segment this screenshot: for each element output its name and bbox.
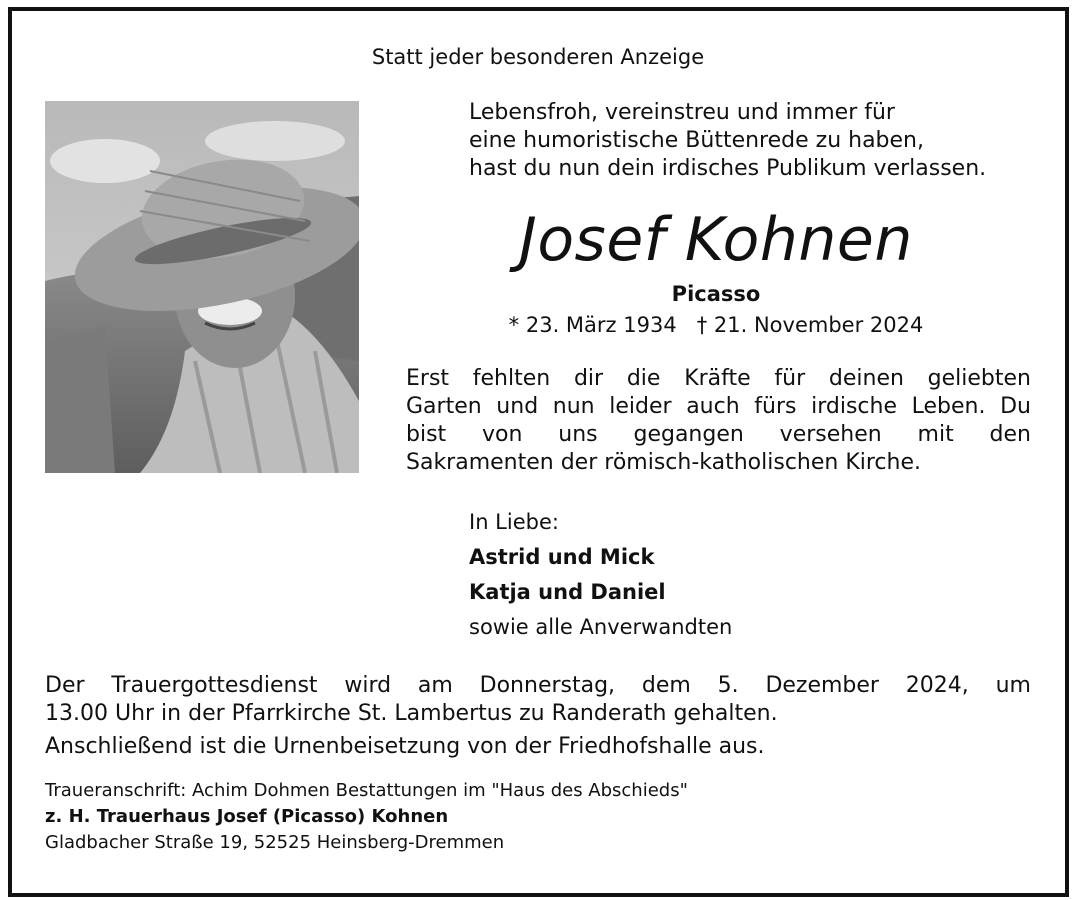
- text-line: bist von uns gegangen versehen mit den: [406, 422, 1031, 447]
- poem-line: eine humoristische Büttenrede zu haben,: [469, 128, 924, 153]
- text-line: Garten und nun leider auch fürs irdische Leben. Du: [406, 394, 1031, 419]
- header-note: Statt jeder besonderen Anzeige: [371, 45, 705, 69]
- portrait-photo: [45, 101, 359, 473]
- text-line: Erst fehlten dir die Kräfte für deinen geliebten: [406, 366, 1031, 391]
- life-dates: * 23. März 1934 † 21. November 2024: [508, 313, 924, 337]
- address-recipient: z. H. Trauerhaus Josef (Picasso) Kohnen: [45, 806, 449, 827]
- text-line: Sakramenten der römisch-katholischen Kirche.: [406, 450, 921, 475]
- deceased-name: Josef Kohnen: [519, 205, 913, 275]
- service-line: 13.00 Uhr in der Pfarrkirche St. Lambertus zu Randerath gehalten.: [45, 701, 778, 726]
- service-line: Der Trauergottesdienst wird am Donnerstag, dem 5. Dezember 2024, um: [45, 673, 1031, 698]
- deceased-nickname: Picasso: [671, 282, 761, 306]
- mourners-intro: In Liebe:: [469, 510, 559, 534]
- burial-note: Anschließend ist die Urnenbeisetzung von der Friedhofshalle aus.: [45, 734, 765, 759]
- address-street: Gladbacher Straße 19, 52525 Heinsberg-Dremmen: [45, 832, 505, 853]
- poem-line: hast du nun dein irdisches Publikum verlassen.: [469, 156, 987, 181]
- mourners-closing: sowie alle Anverwandten: [469, 615, 733, 639]
- address-line: Traueranschrift: Achim Dohmen Bestattungen im "Haus des Abschieds": [45, 780, 688, 801]
- poem-line: Lebensfroh, vereinstreu und immer für: [469, 100, 895, 125]
- mourner-name: Katja und Daniel: [469, 580, 666, 604]
- mourner-name: Astrid und Mick: [469, 545, 655, 569]
